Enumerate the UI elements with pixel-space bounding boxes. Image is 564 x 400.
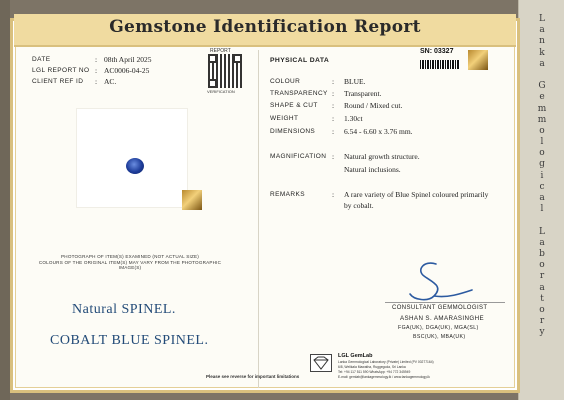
colon: : [332,190,335,199]
side-letter: y [539,327,545,338]
weight-value: 1.30ct [344,114,363,123]
colon: : [95,66,98,75]
background-left [0,0,10,400]
signature-line [385,302,505,303]
column-divider [258,50,259,388]
magnification-label: MAGNIFICATION [270,153,327,160]
side-letter: i [540,170,544,181]
report-no-value: AC0006-04-25 [104,66,150,75]
side-letter: r [539,271,545,282]
date-label: DATE [32,56,51,63]
remarks-value-2: by cobalt. [344,201,374,210]
colon: : [332,114,335,123]
side-letter: L [539,226,545,237]
consultant-credentials-2: BSC(UK), MBA(UK) [413,334,466,340]
side-vertical-text [533,14,551,338]
colon: : [332,77,335,86]
colon: : [95,55,98,64]
reverse-note: Please see reverse for important limitations [206,374,300,379]
qr-finder [208,54,217,63]
physical-data-heading: PHYSICAL DATA [270,57,330,64]
side-letter: l [540,204,544,215]
lab-line-4: E-mail: gemlab@lankagemmology.lk / www.lankagemmology.lk [338,375,430,379]
consultant-title: CONSULTANT GEMMOLOGIST [392,305,488,311]
signature [400,258,480,304]
colon: : [332,101,335,110]
gold-seal [468,50,488,70]
colon: : [95,77,98,86]
lgl-logo-icon [310,354,332,372]
certificate-header [14,14,516,47]
consultant-credentials-1: FGA(UK), DGA(UK), MGA(SL) [398,325,479,331]
side-letter: a [539,58,545,69]
lab-line-3: Tel: +94 117 511 590 WhatsApp: +94 772 345949 [338,370,411,374]
client-ref-value: AC. [104,77,117,86]
shape-cut-label: SHAPE & CUT [270,102,318,109]
shape-cut-value: Round / Mixed cut. [344,101,403,110]
side-letter: m [537,114,547,125]
client-ref-label: CLIENT REF ID [32,78,84,85]
magnification-value-2: Natural inclusions. [344,165,401,174]
side-letter: r [539,316,545,327]
remarks-value-1: A rare variety of Blue Spinel coloured primarily [344,190,489,199]
side-letter: L [539,14,545,24]
side-letter: t [540,293,544,304]
side-letter: o [539,304,545,315]
side-panel [518,0,564,400]
lab-line-1: Lanka Gemmological Laboratory (Private) Limited (PV 00277164) [338,360,434,364]
transparency-label: TRANSPARENCY [270,90,328,97]
qr-finder [233,54,242,63]
photo-note-2: COLOURS OF THE ORIGINAL ITEM(S) MAY VARY FROM THE PHOTOGRAPHIC IMAGE(S) [38,260,222,270]
barcode [420,60,460,69]
diamond-icon [311,355,331,371]
side-letter: c [539,181,545,192]
report-no-label: LGL REPORT NO [32,67,90,74]
photo-note-1: PHOTOGRAPH OF ITEM(S) EXAMINED (NOT ACTUAL SIZE) [61,254,199,259]
magnification-value-1: Natural growth structure. [344,152,420,161]
colon: : [332,89,335,98]
colour-value: BLUE. [344,77,366,86]
natural-spinel-text: Natural SPINEL. [72,302,176,317]
side-letter: o [539,260,545,271]
lab-name: LGL GemLab [338,353,373,359]
dimensions-label: DIMENSIONS [270,128,316,135]
date-value: 08th April 2025 [104,55,152,64]
qr-code[interactable] [208,54,242,88]
report-title: Gemstone Identification Report [109,17,421,37]
side-letter: n [539,36,545,47]
side-letter: m [537,103,547,114]
side-letter: a [539,193,545,203]
lab-line-2: 6/8, Welikala Mawatha, Ruggegoda, Sri Lanka [338,365,406,369]
colon: : [332,127,335,136]
side-letter: a [539,237,545,248]
transparency-value: Transparent. [344,89,382,98]
colon: : [332,152,335,161]
cobalt-spinel-text: COBALT BLUE SPINEL. [50,333,209,348]
weight-label: WEIGHT [270,115,299,122]
gem-photo [126,158,144,174]
hologram-seal [182,190,202,210]
colour-label: COLOUR [270,78,301,85]
side-letter: e [539,92,545,103]
side-letter: G [538,81,546,92]
side-letter: o [539,125,545,136]
report-label: REPORT [210,48,231,54]
side-letter: a [539,282,545,293]
side-letter: a [539,25,545,36]
serial-number: SN: 03327 [420,48,454,55]
qr-finder [208,79,217,88]
dimensions-value: 6.54 - 6.60 x 3.76 mm. [344,127,413,136]
consultant-name: ASHAN S. AMARASINGHE [400,315,484,322]
side-letter: k [539,47,545,58]
side-letter: l [540,137,544,148]
verification-label: VERIFICATION [207,89,235,94]
side-letter: o [539,148,545,159]
side-letter: b [539,248,545,259]
side-letter: g [539,159,545,170]
remarks-label: REMARKS [270,191,305,198]
